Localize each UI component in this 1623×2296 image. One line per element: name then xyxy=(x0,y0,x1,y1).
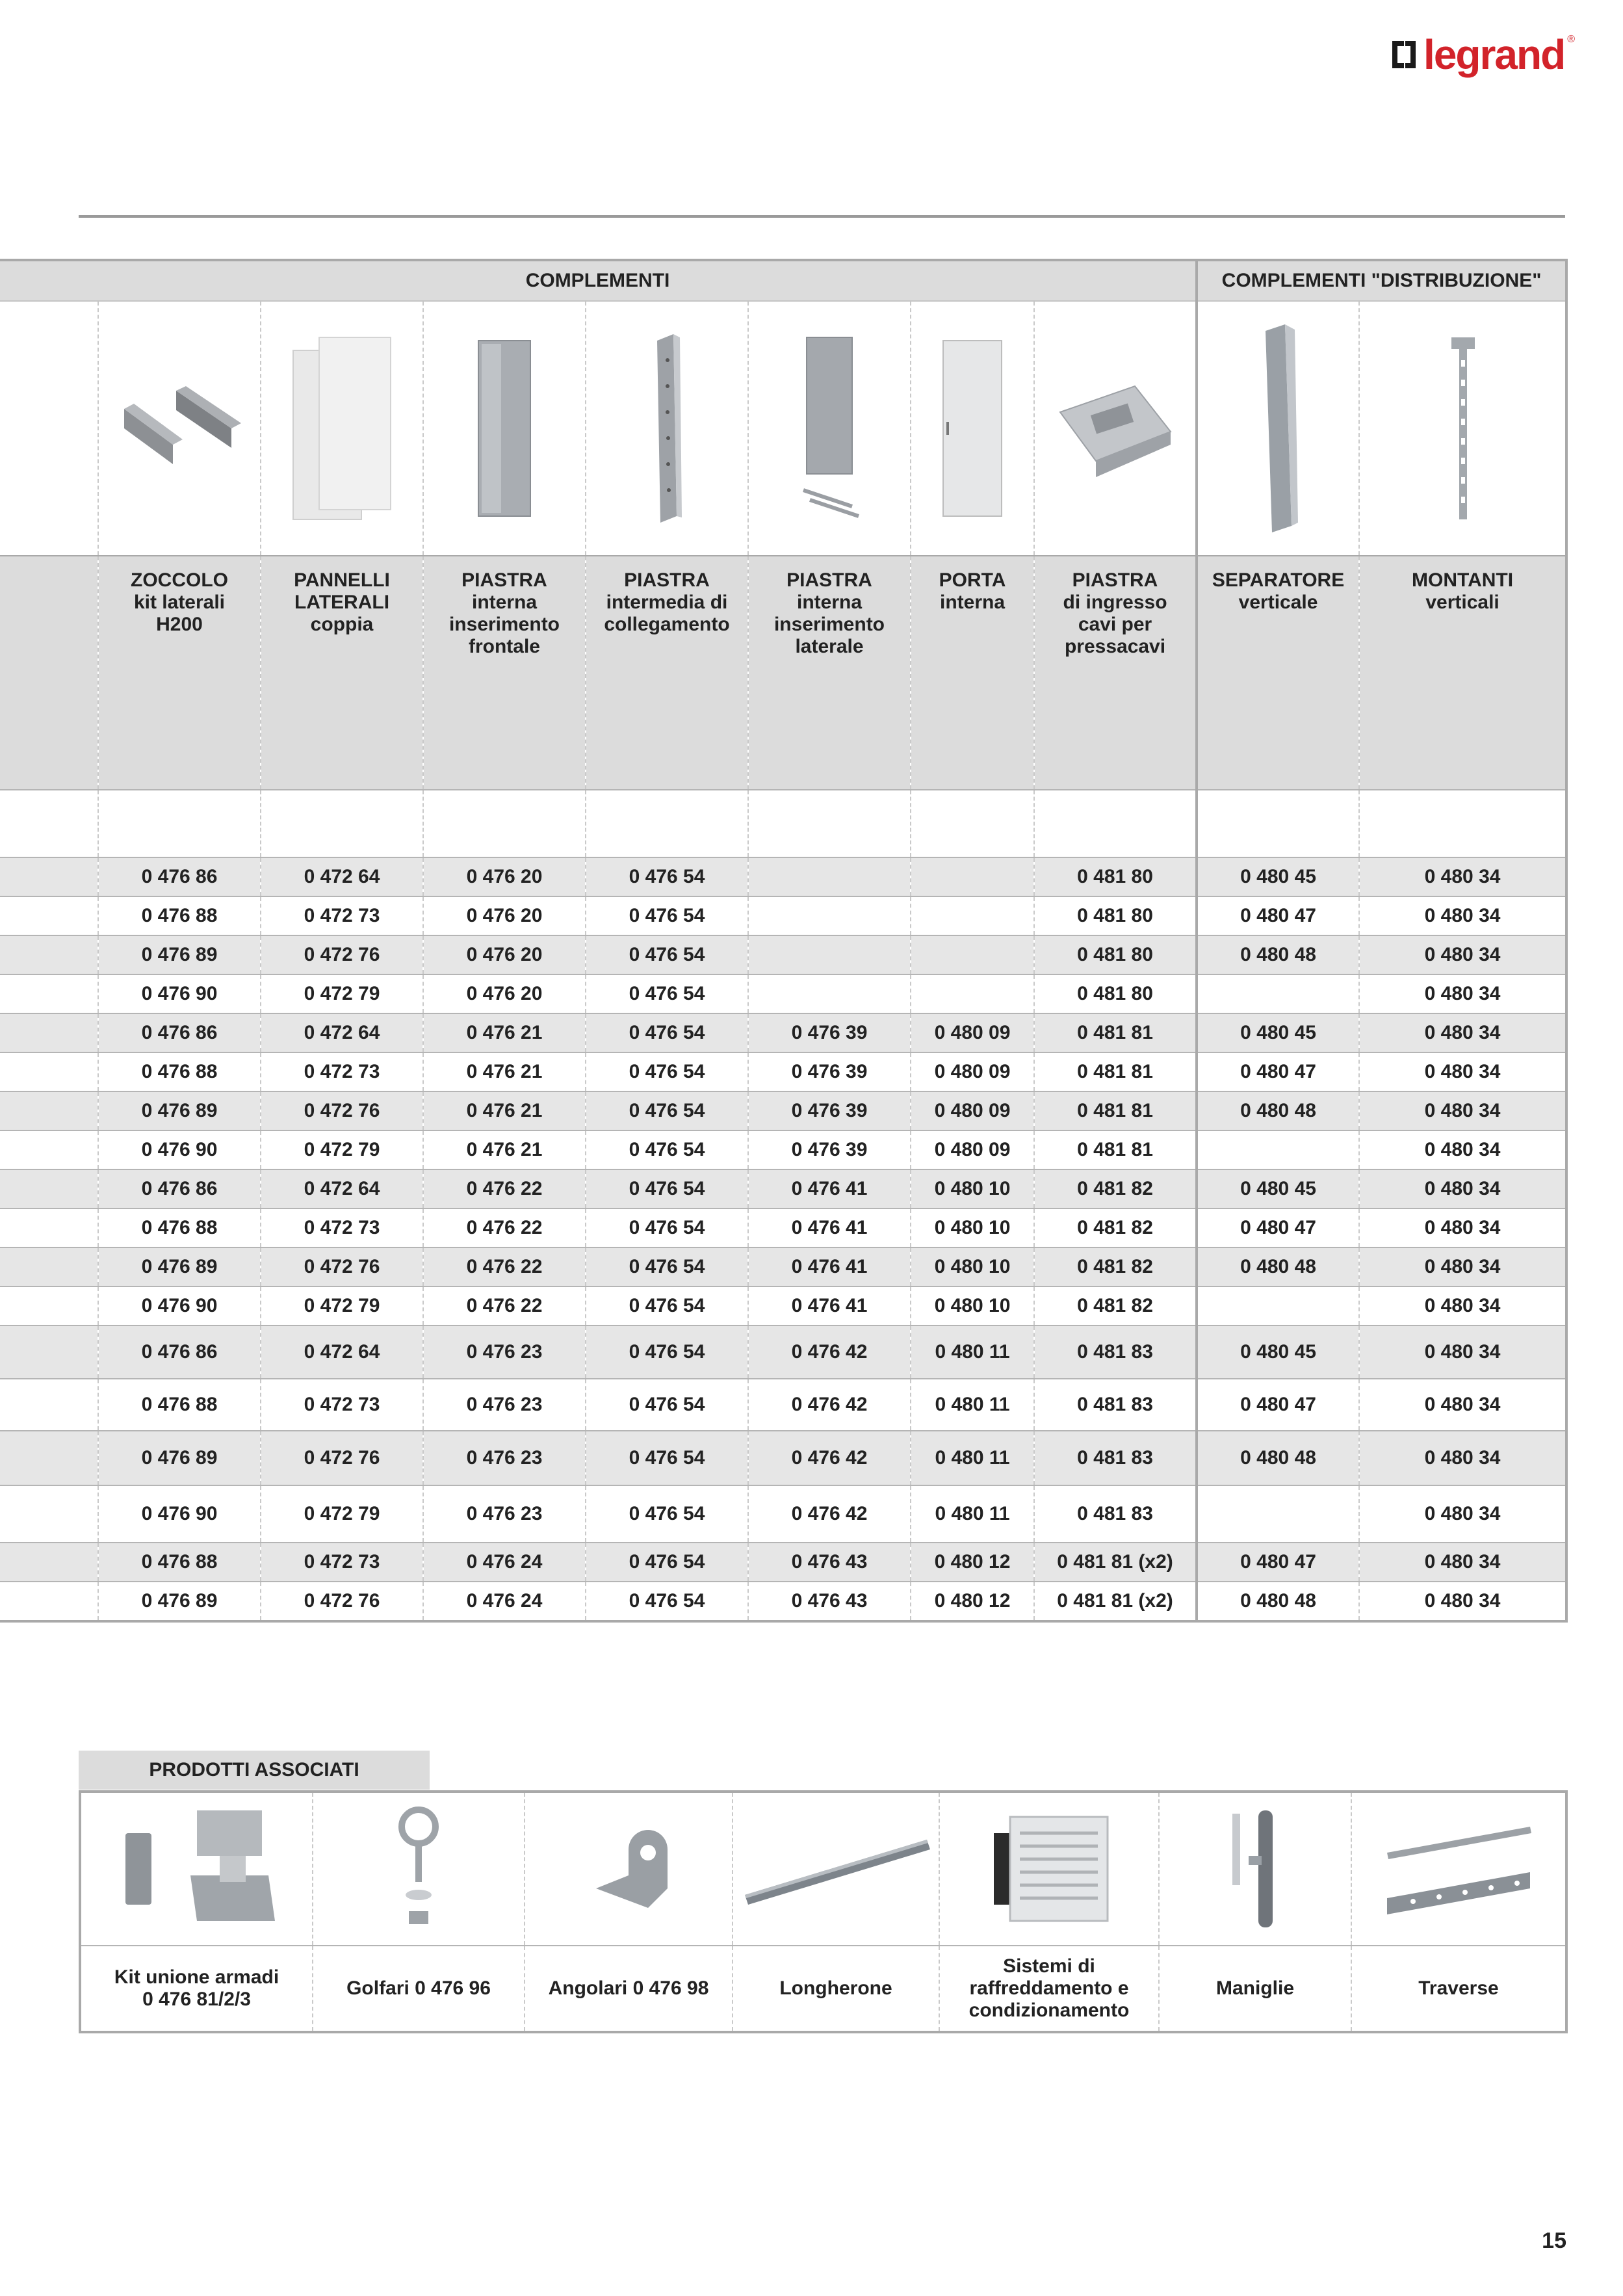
table-cell: 0 472 64 xyxy=(261,857,423,896)
table-cell: 0 476 54 xyxy=(586,1052,748,1091)
registered-mark: ® xyxy=(1567,34,1575,45)
column-header xyxy=(586,556,748,790)
table-cell: 0 476 54 xyxy=(586,974,748,1013)
column-header-line: PIASTRA xyxy=(1072,569,1158,591)
spacer-cell xyxy=(911,790,1034,857)
table-cell: 0 476 54 xyxy=(586,1169,748,1208)
table-cell: 0 476 88 xyxy=(98,896,261,935)
table-cell: 0 476 21 xyxy=(423,1052,586,1091)
table-row xyxy=(0,1582,1566,1621)
table-cell: 0 480 11 xyxy=(911,1485,1034,1543)
table-cell: 0 480 34 xyxy=(1359,896,1566,935)
table-cell: 0 476 86 xyxy=(98,857,261,896)
table-row xyxy=(0,1052,1566,1091)
table-cell: 0 476 54 xyxy=(586,857,748,896)
column-header xyxy=(261,556,423,790)
column-header-line: intermedia di xyxy=(606,592,728,613)
table-cell: 0 476 42 xyxy=(748,1485,911,1543)
associated-labels-row xyxy=(80,1946,1566,2032)
table-cell: 0 476 54 xyxy=(586,1247,748,1286)
zoccolo-image xyxy=(98,301,261,556)
row-lead-cell xyxy=(0,1485,98,1543)
column-header-line: LATERALI xyxy=(294,592,390,613)
table-cell: 0 480 48 xyxy=(1197,1431,1359,1485)
column-header-line: SEPARATORE xyxy=(1212,569,1345,591)
column-header-line: coppia xyxy=(310,614,374,635)
associated-label-line: Maniglie xyxy=(1215,1977,1294,1999)
table-cell: 0 480 09 xyxy=(911,1130,1034,1169)
spacer-cell xyxy=(1359,790,1566,857)
table-cell xyxy=(1197,1130,1359,1169)
table-cell: 0 480 34 xyxy=(1359,1091,1566,1130)
table-cell: 0 472 64 xyxy=(261,1169,423,1208)
table-cell: 0 476 86 xyxy=(98,1169,261,1208)
spacer-cell xyxy=(0,790,98,857)
table-cell: 0 481 82 xyxy=(1034,1169,1197,1208)
table-row xyxy=(0,1485,1566,1543)
table-cell: 0 480 34 xyxy=(1359,1286,1566,1325)
golfari-image xyxy=(313,1792,525,1946)
associated-label-line: condizionamento xyxy=(968,2000,1130,2021)
row-lead-cell xyxy=(0,1091,98,1130)
table-cell: 0 476 54 xyxy=(586,1485,748,1543)
column-header-line: laterale xyxy=(795,636,864,657)
page-number: 15 xyxy=(1542,2228,1566,2253)
table-cell: 0 480 34 xyxy=(1359,1208,1566,1247)
column-header xyxy=(748,556,911,790)
table-cell: 0 476 54 xyxy=(586,1582,748,1621)
row-lead-cell xyxy=(0,1286,98,1325)
table-cell: 0 476 88 xyxy=(98,1052,261,1091)
table-cell: 0 476 89 xyxy=(98,1431,261,1485)
table-cell: 0 480 34 xyxy=(1359,1582,1566,1621)
row-lead-cell xyxy=(0,1325,98,1379)
column-header-line: PANNELLI xyxy=(294,569,390,591)
table-cell: 0 480 34 xyxy=(1359,974,1566,1013)
table-row xyxy=(0,1013,1566,1052)
table-cell: 0 476 88 xyxy=(98,1208,261,1247)
associated-product-label xyxy=(939,1946,1159,2032)
table-cell: 0 480 34 xyxy=(1359,1247,1566,1286)
accessories-table xyxy=(0,259,1568,1623)
table-cell xyxy=(1197,1485,1359,1543)
table-cell: 0 480 34 xyxy=(1359,935,1566,974)
table-cell: 0 480 12 xyxy=(911,1582,1034,1621)
column-header xyxy=(423,556,586,790)
table-cell: 0 476 20 xyxy=(423,896,586,935)
header-rule xyxy=(79,215,1565,218)
table-cell: 0 476 43 xyxy=(748,1582,911,1621)
montanti-image xyxy=(1359,301,1566,556)
porta-interna-image xyxy=(911,301,1034,556)
table-cell: 0 481 83 xyxy=(1034,1431,1197,1485)
table-cell: 0 476 22 xyxy=(423,1286,586,1325)
piastra-collegamento-image xyxy=(586,301,748,556)
associated-product-label xyxy=(1159,1946,1351,2032)
table-cell xyxy=(748,935,911,974)
associated-product-label xyxy=(1351,1946,1566,2032)
table-cell: 0 472 73 xyxy=(261,1052,423,1091)
table-cell: 0 472 79 xyxy=(261,1130,423,1169)
associated-images-row xyxy=(80,1792,1566,1946)
table-row xyxy=(0,1130,1566,1169)
table-cell: 0 481 81 xyxy=(1034,1091,1197,1130)
table-cell: 0 476 54 xyxy=(586,1286,748,1325)
table-cell: 0 476 21 xyxy=(423,1130,586,1169)
spacer-row xyxy=(0,790,1566,857)
maniglie-image xyxy=(1159,1792,1351,1946)
table-cell: 0 480 48 xyxy=(1197,935,1359,974)
table-cell: 0 472 76 xyxy=(261,1431,423,1485)
table-cell: 0 481 82 xyxy=(1034,1208,1197,1247)
table-cell: 0 476 24 xyxy=(423,1582,586,1621)
table-cell: 0 480 48 xyxy=(1197,1582,1359,1621)
header-cell-empty xyxy=(0,556,98,790)
table-cell: 0 480 12 xyxy=(911,1543,1034,1582)
column-header-line: PIASTRA xyxy=(624,569,710,591)
table-cell: 0 476 42 xyxy=(748,1431,911,1485)
table-row xyxy=(0,1325,1566,1379)
table-cell: 0 480 47 xyxy=(1197,1379,1359,1431)
associated-label-line: Longherone xyxy=(779,1977,892,1999)
table-cell: 0 476 42 xyxy=(748,1325,911,1379)
associated-product-label xyxy=(80,1946,313,2032)
group-complementi-distribuzione: COMPLEMENTI "DISTRIBUZIONE" xyxy=(1197,260,1566,301)
table-cell: 0 480 10 xyxy=(911,1247,1034,1286)
associated-label-line: Golfari 0 476 96 xyxy=(346,1977,491,1999)
longherone-image xyxy=(733,1792,939,1946)
table-cell: 0 476 39 xyxy=(748,1130,911,1169)
column-header xyxy=(911,556,1034,790)
row-lead-cell xyxy=(0,974,98,1013)
table-cell: 0 480 09 xyxy=(911,1091,1034,1130)
table-cell: 0 472 76 xyxy=(261,1247,423,1286)
row-lead-cell xyxy=(0,1013,98,1052)
table-cell: 0 472 64 xyxy=(261,1325,423,1379)
table-cell xyxy=(748,974,911,1013)
image-cell-empty xyxy=(0,301,98,556)
table-cell: 0 476 41 xyxy=(748,1247,911,1286)
piastra-pressacavi-image xyxy=(1034,301,1197,556)
spacer-cell xyxy=(1034,790,1197,857)
table-cell: 0 476 54 xyxy=(586,1208,748,1247)
table-cell: 0 480 45 xyxy=(1197,1013,1359,1052)
table-row xyxy=(0,1543,1566,1582)
column-header-line: interna xyxy=(796,592,863,613)
row-lead-cell xyxy=(0,1543,98,1582)
table-cell xyxy=(1197,1286,1359,1325)
piastra-frontale-image xyxy=(423,301,586,556)
column-header-line: interna xyxy=(939,592,1006,613)
table-cell: 0 480 34 xyxy=(1359,1485,1566,1543)
table-cell: 0 472 79 xyxy=(261,1286,423,1325)
row-lead-cell xyxy=(0,857,98,896)
table-cell: 0 480 45 xyxy=(1197,1169,1359,1208)
table-cell: 0 472 76 xyxy=(261,935,423,974)
table-cell: 0 481 80 xyxy=(1034,896,1197,935)
table-cell: 0 480 34 xyxy=(1359,1325,1566,1379)
table-cell: 0 480 11 xyxy=(911,1379,1034,1431)
table-row xyxy=(0,935,1566,974)
table-row xyxy=(0,857,1566,896)
spacer-cell xyxy=(98,790,261,857)
row-lead-cell xyxy=(0,1130,98,1169)
table-cell: 0 476 54 xyxy=(586,1130,748,1169)
table-cell: 0 472 79 xyxy=(261,1485,423,1543)
column-header xyxy=(1359,556,1566,790)
column-header-line: di ingresso xyxy=(1063,592,1167,613)
table-cell: 0 476 39 xyxy=(748,1013,911,1052)
table-cell xyxy=(1197,974,1359,1013)
column-header-line: MONTANTI xyxy=(1412,569,1514,591)
table-cell: 0 476 89 xyxy=(98,1247,261,1286)
row-lead-cell xyxy=(0,1247,98,1286)
row-lead-cell xyxy=(0,896,98,935)
table-cell: 0 476 90 xyxy=(98,1286,261,1325)
row-lead-cell xyxy=(0,1379,98,1431)
table-cell: 0 480 34 xyxy=(1359,1169,1566,1208)
associated-label-line: Traverse xyxy=(1418,1977,1499,1999)
table-cell: 0 476 54 xyxy=(586,1013,748,1052)
table-cell: 0 472 73 xyxy=(261,1208,423,1247)
table-cell: 0 476 90 xyxy=(98,1485,261,1543)
table-row xyxy=(0,974,1566,1013)
column-header-line: inserimento xyxy=(448,614,560,635)
table-cell: 0 476 90 xyxy=(98,974,261,1013)
table-cell: 0 480 47 xyxy=(1197,1543,1359,1582)
spacer-cell xyxy=(748,790,911,857)
table-cell: 0 476 24 xyxy=(423,1543,586,1582)
table-cell: 0 476 54 xyxy=(586,1431,748,1485)
table-cell: 0 481 80 xyxy=(1034,857,1197,896)
table-cell xyxy=(911,935,1034,974)
table-cell xyxy=(748,896,911,935)
table-cell: 0 481 80 xyxy=(1034,935,1197,974)
group-complementi: COMPLEMENTI xyxy=(0,260,1197,301)
row-lead-cell xyxy=(0,1169,98,1208)
table-cell: 0 476 88 xyxy=(98,1543,261,1582)
table-cell: 0 476 41 xyxy=(748,1169,911,1208)
table-cell: 0 481 82 xyxy=(1034,1247,1197,1286)
spacer-cell xyxy=(1197,790,1359,857)
table-cell: 0 476 22 xyxy=(423,1247,586,1286)
table-cell: 0 476 41 xyxy=(748,1208,911,1247)
table-cell: 0 476 88 xyxy=(98,1379,261,1431)
associated-product-label xyxy=(313,1946,525,2032)
associated-product-label xyxy=(525,1946,733,2032)
table-cell: 0 480 45 xyxy=(1197,1325,1359,1379)
table-cell: 0 480 09 xyxy=(911,1013,1034,1052)
associated-product-label xyxy=(733,1946,939,2032)
pannelli-image xyxy=(261,301,423,556)
table-row xyxy=(0,1286,1566,1325)
table-cell: 0 476 54 xyxy=(586,1325,748,1379)
table-cell: 0 481 81 xyxy=(1034,1013,1197,1052)
table-cell: 0 480 45 xyxy=(1197,857,1359,896)
table-cell: 0 476 89 xyxy=(98,935,261,974)
table-cell: 0 480 34 xyxy=(1359,1130,1566,1169)
spacer-cell xyxy=(261,790,423,857)
table-cell: 0 476 86 xyxy=(98,1325,261,1379)
table-cell: 0 476 54 xyxy=(586,896,748,935)
table-cell: 0 481 83 xyxy=(1034,1379,1197,1431)
table-cell: 0 481 81 (x2) xyxy=(1034,1582,1197,1621)
row-lead-cell xyxy=(0,1208,98,1247)
table-cell: 0 481 82 xyxy=(1034,1286,1197,1325)
column-header xyxy=(1034,556,1197,790)
raffreddamento-image xyxy=(939,1792,1159,1946)
table-cell xyxy=(911,857,1034,896)
table-cell: 0 476 20 xyxy=(423,974,586,1013)
table-cell: 0 476 23 xyxy=(423,1485,586,1543)
table-row xyxy=(0,896,1566,935)
associated-label-line: raffreddamento e xyxy=(969,1977,1129,1999)
column-header-line: kit laterali xyxy=(133,592,226,613)
spacer-cell xyxy=(423,790,586,857)
associated-label-line: 0 476 81/2/3 xyxy=(142,1989,251,2010)
column-header-row xyxy=(0,556,1566,790)
table-cell: 0 481 83 xyxy=(1034,1325,1197,1379)
piastra-laterale-image xyxy=(748,301,911,556)
row-lead-cell xyxy=(0,935,98,974)
table-cell: 0 481 81 (x2) xyxy=(1034,1543,1197,1582)
table-cell: 0 481 81 xyxy=(1034,1052,1197,1091)
table-cell: 0 476 20 xyxy=(423,935,586,974)
table-row xyxy=(0,1379,1566,1431)
associated-products-table xyxy=(79,1790,1568,2033)
brand-name: legrand xyxy=(1423,31,1565,78)
legrand-mark-icon xyxy=(1391,40,1417,70)
table-cell: 0 480 11 xyxy=(911,1325,1034,1379)
column-header-line: frontale xyxy=(468,636,540,657)
traverse-image xyxy=(1351,1792,1566,1946)
table-row xyxy=(0,1208,1566,1247)
table-cell: 0 481 80 xyxy=(1034,974,1197,1013)
table-cell: 0 480 34 xyxy=(1359,857,1566,896)
table-cell: 0 472 79 xyxy=(261,974,423,1013)
table-cell: 0 476 86 xyxy=(98,1013,261,1052)
table-row xyxy=(0,1169,1566,1208)
associated-label-line: Angolari 0 476 98 xyxy=(548,1977,709,1999)
column-header-line: verticali xyxy=(1425,592,1500,613)
table-row xyxy=(0,1431,1566,1485)
table-cell: 0 476 41 xyxy=(748,1286,911,1325)
column-header xyxy=(98,556,261,790)
table-cell: 0 476 89 xyxy=(98,1091,261,1130)
column-header-line: ZOCCOLO xyxy=(131,569,228,591)
table-cell: 0 480 34 xyxy=(1359,1052,1566,1091)
table-cell: 0 472 73 xyxy=(261,1543,423,1582)
table-cell: 0 476 90 xyxy=(98,1130,261,1169)
table-cell: 0 481 81 xyxy=(1034,1130,1197,1169)
table-cell xyxy=(748,857,911,896)
table-cell xyxy=(911,974,1034,1013)
kit-unione-image xyxy=(80,1792,313,1946)
row-lead-cell xyxy=(0,1431,98,1485)
table-cell: 0 476 21 xyxy=(423,1013,586,1052)
table-cell: 0 476 21 xyxy=(423,1091,586,1130)
table-cell: 0 476 20 xyxy=(423,857,586,896)
table-cell: 0 480 47 xyxy=(1197,896,1359,935)
table-cell: 0 480 11 xyxy=(911,1431,1034,1485)
column-header-line: PIASTRA xyxy=(461,569,547,591)
spacer-cell xyxy=(586,790,748,857)
product-images-row xyxy=(0,301,1566,556)
table-cell: 0 480 34 xyxy=(1359,1379,1566,1431)
associated-label-line: Sistemi di xyxy=(1003,1955,1095,1977)
table-cell: 0 476 43 xyxy=(748,1543,911,1582)
column-header-line: collegamento xyxy=(604,614,730,635)
column-header-line: verticale xyxy=(1238,592,1318,613)
table-cell: 0 472 76 xyxy=(261,1582,423,1621)
table-cell: 0 476 23 xyxy=(423,1379,586,1431)
separatore-image xyxy=(1197,301,1359,556)
column-header-line: PORTA xyxy=(939,569,1006,591)
table-cell: 0 476 42 xyxy=(748,1379,911,1431)
table-cell: 0 472 64 xyxy=(261,1013,423,1052)
table-cell: 0 476 23 xyxy=(423,1431,586,1485)
table-cell: 0 481 83 xyxy=(1034,1485,1197,1543)
table-cell: 0 480 09 xyxy=(911,1052,1034,1091)
table-row xyxy=(0,1091,1566,1130)
table-cell xyxy=(911,896,1034,935)
table-cell: 0 480 34 xyxy=(1359,1431,1566,1485)
table-cell: 0 480 10 xyxy=(911,1169,1034,1208)
table-cell: 0 472 73 xyxy=(261,1379,423,1431)
row-lead-cell xyxy=(0,1052,98,1091)
table-cell: 0 476 54 xyxy=(586,935,748,974)
column-header-line: inserimento xyxy=(773,614,885,635)
table-cell: 0 480 10 xyxy=(911,1286,1034,1325)
angolari-image xyxy=(525,1792,733,1946)
legrand-logo xyxy=(1391,31,1575,78)
table-cell: 0 480 10 xyxy=(911,1208,1034,1247)
table-cell: 0 476 39 xyxy=(748,1091,911,1130)
table-cell: 0 476 54 xyxy=(586,1543,748,1582)
column-header-line: cavi per xyxy=(1078,614,1152,635)
associated-products-title: PRODOTTI ASSOCIATI xyxy=(79,1751,430,1790)
table-cell: 0 480 34 xyxy=(1359,1543,1566,1582)
table-cell: 0 476 54 xyxy=(586,1379,748,1431)
table-cell: 0 476 22 xyxy=(423,1208,586,1247)
column-header-line: H200 xyxy=(156,614,203,635)
column-header xyxy=(1197,556,1359,790)
table-cell: 0 480 47 xyxy=(1197,1208,1359,1247)
table-cell: 0 480 34 xyxy=(1359,1013,1566,1052)
associated-label-line: Kit unione armadi xyxy=(114,1966,279,1988)
table-cell: 0 480 48 xyxy=(1197,1091,1359,1130)
table-cell: 0 476 39 xyxy=(748,1052,911,1091)
column-header-line: pressacavi xyxy=(1064,636,1166,657)
table-cell: 0 476 89 xyxy=(98,1582,261,1621)
table-cell: 0 472 76 xyxy=(261,1091,423,1130)
row-lead-cell xyxy=(0,1582,98,1621)
table-row xyxy=(0,1247,1566,1286)
table-cell: 0 476 23 xyxy=(423,1325,586,1379)
table-cell: 0 480 47 xyxy=(1197,1052,1359,1091)
table-cell: 0 472 73 xyxy=(261,896,423,935)
column-header-line: PIASTRA xyxy=(786,569,872,591)
table-cell: 0 480 48 xyxy=(1197,1247,1359,1286)
table-cell: 0 476 22 xyxy=(423,1169,586,1208)
table-cell: 0 476 54 xyxy=(586,1091,748,1130)
column-header-line: interna xyxy=(471,592,538,613)
